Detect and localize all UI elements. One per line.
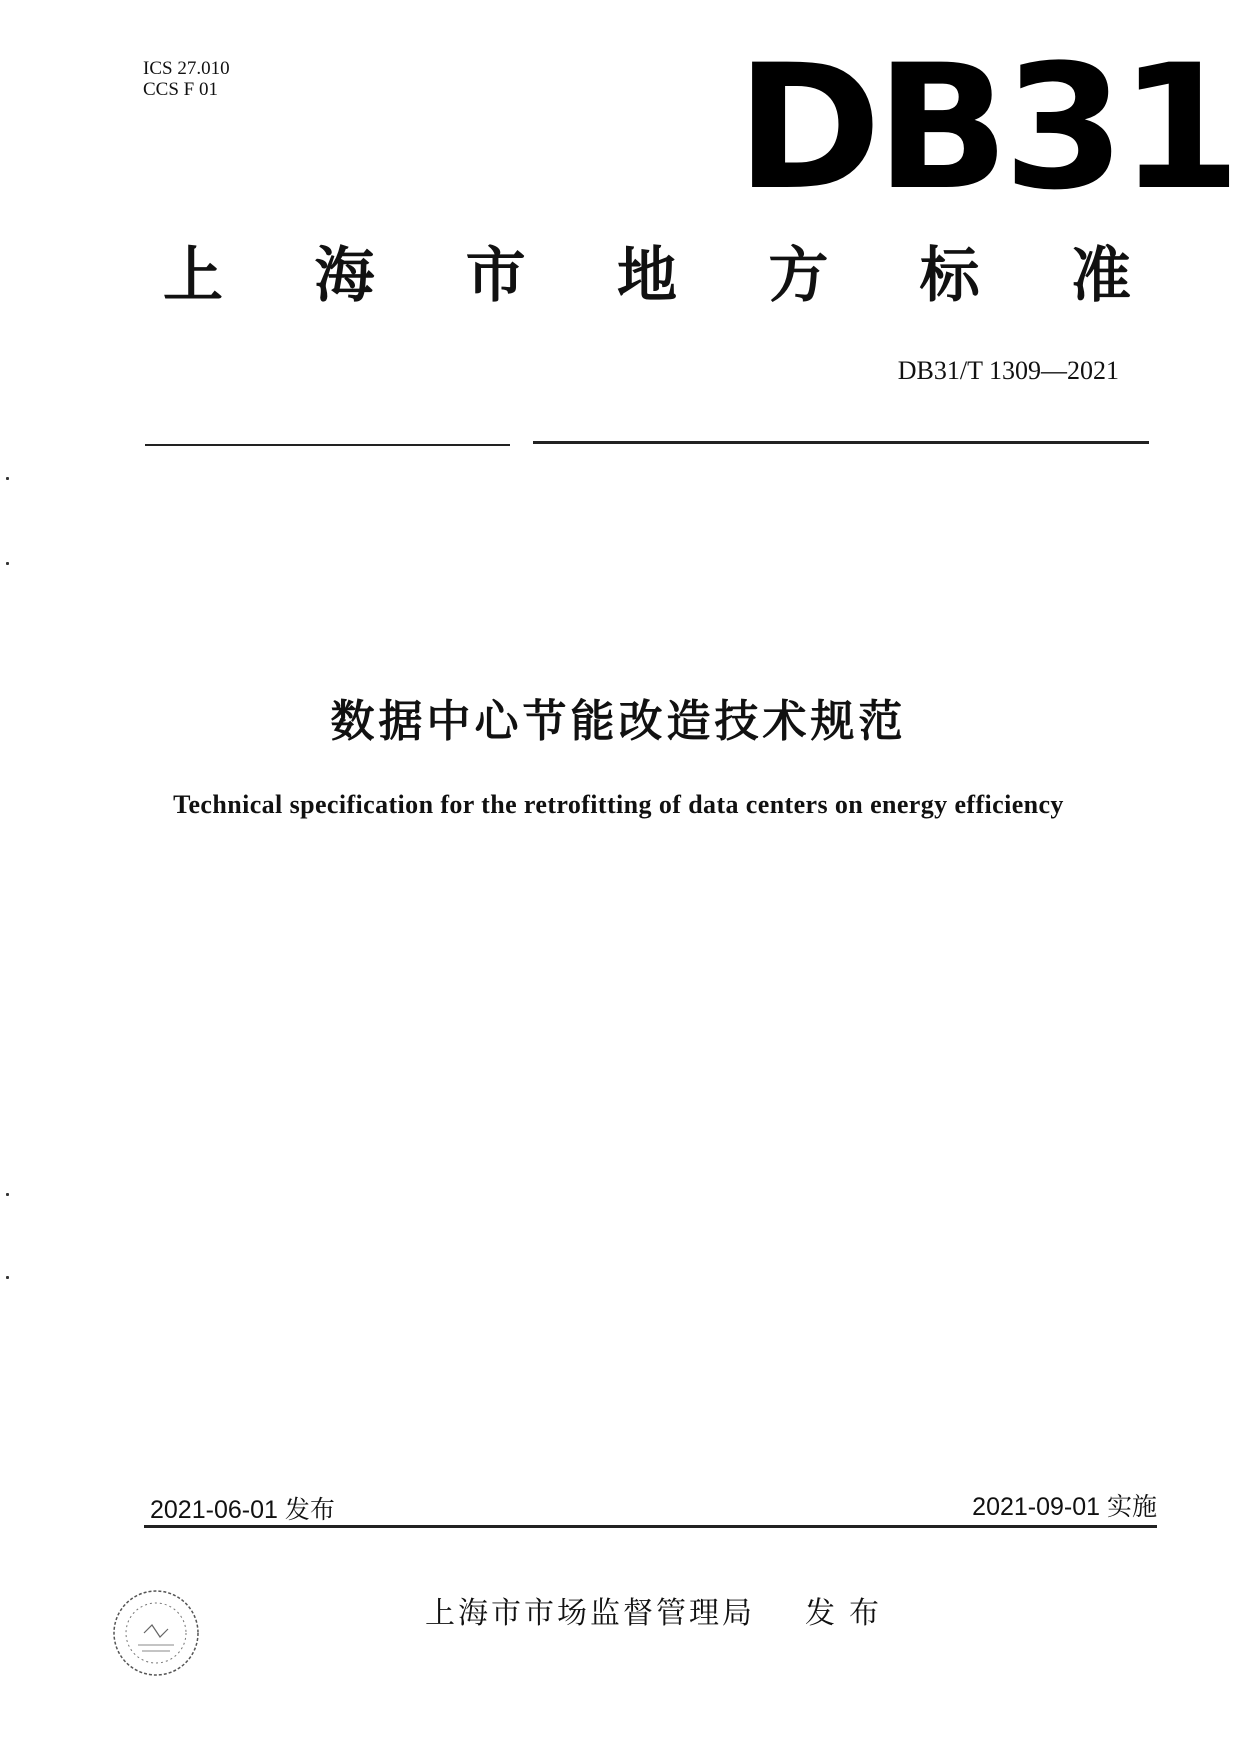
ics-code: ICS 27.010 [143,58,230,79]
title-chinese: 数据中心节能改造技术规范 [330,696,907,747]
scan-speck [6,1276,9,1279]
category-char: 标 [919,241,980,311]
effective-date: 2021-09-01 实施 [972,1493,1157,1521]
classification-codes [143,58,230,100]
divider-top-left [145,444,510,446]
issuer-name: 上海市市场监督管理局 [425,1596,755,1631]
category-char: 方 [768,241,829,311]
title-english: Technical specification for the retrofitting of data centers on energy efficiency [173,790,1064,819]
standard-category-title [163,240,1131,312]
category-char: 市 [465,241,526,311]
scan-speck [6,477,9,480]
divider-bottom [144,1525,1157,1528]
divider-top-right [533,441,1149,444]
issuer-verb: 发布 [805,1596,893,1631]
category-char: 地 [616,241,677,311]
publish-date: 2021-06-01 发布 [150,1496,335,1524]
category-char: 准 [1070,241,1131,311]
scan-speck [6,1193,9,1196]
ccs-code: CCS F 01 [143,79,218,100]
db31-logo: DB31 [736,27,1236,228]
category-char: 海 [314,241,375,311]
issuer-line [425,1588,893,1632]
scan-speck [6,562,9,565]
category-char: 上 [163,241,223,311]
seal-stamp-icon [108,1585,204,1681]
standard-number: DB31/T 1309—2021 [897,356,1119,385]
